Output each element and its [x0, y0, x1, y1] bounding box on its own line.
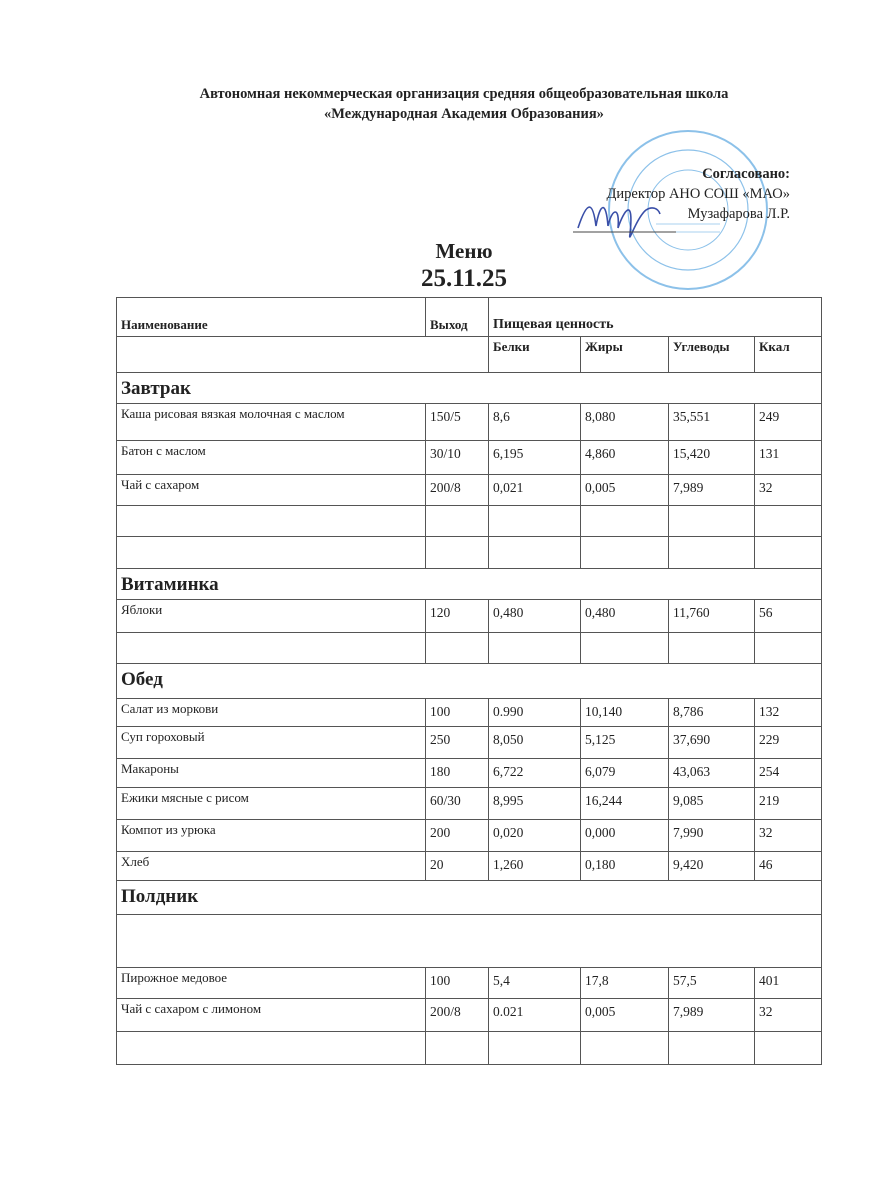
- output-cell: 200: [426, 820, 489, 852]
- fat-cell: 10,140: [581, 699, 669, 727]
- carbs-cell: 37,690: [669, 727, 755, 759]
- protein-cell: 0.990: [489, 699, 581, 727]
- protein-cell: 6,195: [489, 441, 581, 475]
- dish-name-cell: Суп гороховый: [117, 727, 426, 759]
- fat-cell: 0,180: [581, 852, 669, 881]
- header-output: Выход: [426, 298, 489, 337]
- menu-item-row: [117, 852, 822, 881]
- menu-table-body: [117, 373, 822, 1065]
- kcal-cell: 56: [755, 600, 822, 633]
- output-cell: 60/30: [426, 788, 489, 820]
- section-title: Завтрак: [117, 373, 822, 404]
- org-line-2: «Международная Академия Образования»: [324, 106, 604, 122]
- header-carbs: Углеводы: [669, 337, 755, 373]
- output-cell: 180: [426, 759, 489, 788]
- output-cell: [426, 537, 489, 569]
- fat-cell: 16,244: [581, 788, 669, 820]
- menu-item-row: [117, 699, 822, 727]
- fat-cell: [581, 633, 669, 664]
- menu-table: [116, 297, 822, 1065]
- carbs-cell: [669, 537, 755, 569]
- output-cell: 30/10: [426, 441, 489, 475]
- section-row: [117, 881, 822, 915]
- dish-name-cell: [117, 537, 426, 569]
- output-cell: 150/5: [426, 404, 489, 441]
- carbs-cell: [669, 633, 755, 664]
- dish-name-cell: Салат из моркови: [117, 699, 426, 727]
- kcal-cell: 32: [755, 820, 822, 852]
- menu-item-row: [117, 404, 822, 441]
- protein-cell: [489, 1032, 581, 1065]
- menu-item-row: [117, 633, 822, 664]
- dish-name-cell: Ежики мясные с рисом: [117, 788, 426, 820]
- protein-cell: 6,722: [489, 759, 581, 788]
- menu-item-row: [117, 600, 822, 633]
- protein-cell: 1,260: [489, 852, 581, 881]
- menu-item-row: [117, 727, 822, 759]
- carbs-cell: [669, 1032, 755, 1065]
- menu-item-row: [117, 968, 822, 999]
- protein-cell: [489, 506, 581, 537]
- section-row: [117, 569, 822, 600]
- dish-name-cell: [117, 506, 426, 537]
- approval-block: [606, 164, 790, 224]
- menu-date: 25.11.25: [420, 265, 508, 292]
- output-cell: [426, 633, 489, 664]
- kcal-cell: 219: [755, 788, 822, 820]
- menu-item-row: [117, 475, 822, 506]
- carbs-cell: 9,085: [669, 788, 755, 820]
- carbs-cell: 8,786: [669, 699, 755, 727]
- fat-cell: 0,000: [581, 820, 669, 852]
- carbs-cell: 7,990: [669, 820, 755, 852]
- header-fat: Жиры: [581, 337, 669, 373]
- protein-cell: 0,021: [489, 475, 581, 506]
- carbs-cell: 7,989: [669, 999, 755, 1032]
- kcal-cell: [755, 1032, 822, 1065]
- output-cell: 100: [426, 968, 489, 999]
- subheader-blank: [117, 337, 489, 373]
- carbs-cell: 57,5: [669, 968, 755, 999]
- dish-name-cell: Пирожное медовое: [117, 968, 426, 999]
- protein-cell: 5,4: [489, 968, 581, 999]
- header-nutrition: Пищевая ценность: [489, 298, 822, 337]
- carbs-cell: 43,063: [669, 759, 755, 788]
- menu-item-row: [117, 537, 822, 569]
- org-line-1: Автономная некоммерческая организация средняя общеобразовательная школа: [199, 86, 729, 102]
- menu-item-row: [117, 506, 822, 537]
- output-cell: 250: [426, 727, 489, 759]
- dish-name-cell: Чай с сахаром с лимоном: [117, 999, 426, 1032]
- carbs-cell: [669, 506, 755, 537]
- protein-cell: [489, 633, 581, 664]
- section-title: Обед: [117, 664, 822, 699]
- output-cell: 100: [426, 699, 489, 727]
- menu-item-row: [117, 441, 822, 475]
- fat-cell: 0,005: [581, 999, 669, 1032]
- dish-name-cell: Яблоки: [117, 600, 426, 633]
- header-name: Наименование: [117, 298, 426, 337]
- output-cell: 200/8: [426, 475, 489, 506]
- approval-heading: Согласовано:: [702, 166, 790, 182]
- menu-item-row: [117, 1032, 822, 1065]
- section-title: Полдник: [117, 881, 822, 915]
- protein-cell: 0,020: [489, 820, 581, 852]
- fat-cell: 0,480: [581, 600, 669, 633]
- fat-cell: 17,8: [581, 968, 669, 999]
- kcal-cell: [755, 633, 822, 664]
- section-row: [117, 664, 822, 699]
- protein-cell: 0.021: [489, 999, 581, 1032]
- section-title: Витаминка: [117, 569, 822, 600]
- kcal-cell: 401: [755, 968, 822, 999]
- protein-cell: 8,995: [489, 788, 581, 820]
- carbs-cell: 11,760: [669, 600, 755, 633]
- kcal-cell: 132: [755, 699, 822, 727]
- carbs-cell: 7,989: [669, 475, 755, 506]
- protein-cell: [489, 537, 581, 569]
- header-protein: Белки: [489, 337, 581, 373]
- kcal-cell: 32: [755, 475, 822, 506]
- menu-item-row: [117, 759, 822, 788]
- kcal-cell: [755, 537, 822, 569]
- fat-cell: [581, 537, 669, 569]
- blank-cell: [117, 915, 822, 968]
- fat-cell: 6,079: [581, 759, 669, 788]
- dish-name-cell: Каша рисовая вязкая молочная с маслом: [117, 404, 426, 441]
- menu-item-row: [117, 999, 822, 1032]
- dish-name-cell: [117, 633, 426, 664]
- dish-name-cell: Макароны: [117, 759, 426, 788]
- dish-name-cell: Батон с маслом: [117, 441, 426, 475]
- fat-cell: [581, 506, 669, 537]
- kcal-cell: 229: [755, 727, 822, 759]
- menu-item-row: [117, 788, 822, 820]
- carbs-cell: 35,551: [669, 404, 755, 441]
- dish-name-cell: [117, 1032, 426, 1065]
- protein-cell: 0,480: [489, 600, 581, 633]
- kcal-cell: 254: [755, 759, 822, 788]
- kcal-cell: 32: [755, 999, 822, 1032]
- kcal-cell: 249: [755, 404, 822, 441]
- organization-name: [0, 84, 872, 124]
- fat-cell: 4,860: [581, 441, 669, 475]
- output-cell: 20: [426, 852, 489, 881]
- fat-cell: [581, 1032, 669, 1065]
- kcal-cell: 131: [755, 441, 822, 475]
- approval-position: Директор АНО СОШ «МАО»: [606, 186, 790, 202]
- output-cell: 120: [426, 600, 489, 633]
- header-row: [117, 298, 822, 337]
- fat-cell: 8,080: [581, 404, 669, 441]
- protein-cell: 8,6: [489, 404, 581, 441]
- approval-name: Музафарова Л.Р.: [687, 206, 790, 222]
- kcal-cell: [755, 506, 822, 537]
- menu-item-row: [117, 820, 822, 852]
- dish-name-cell: Компот из урюка: [117, 820, 426, 852]
- carbs-cell: 9,420: [669, 852, 755, 881]
- menu-title: [0, 238, 872, 294]
- menu-heading: Меню: [435, 239, 493, 263]
- subheader-row: [117, 337, 822, 373]
- dish-name-cell: Чай с сахаром: [117, 475, 426, 506]
- kcal-cell: 46: [755, 852, 822, 881]
- output-cell: [426, 1032, 489, 1065]
- fat-cell: 5,125: [581, 727, 669, 759]
- output-cell: 200/8: [426, 999, 489, 1032]
- section-row: [117, 373, 822, 404]
- protein-cell: 8,050: [489, 727, 581, 759]
- header-kcal: Ккал: [755, 337, 822, 373]
- fat-cell: 0,005: [581, 475, 669, 506]
- blank-row: [117, 915, 822, 968]
- dish-name-cell: Хлеб: [117, 852, 426, 881]
- carbs-cell: 15,420: [669, 441, 755, 475]
- output-cell: [426, 506, 489, 537]
